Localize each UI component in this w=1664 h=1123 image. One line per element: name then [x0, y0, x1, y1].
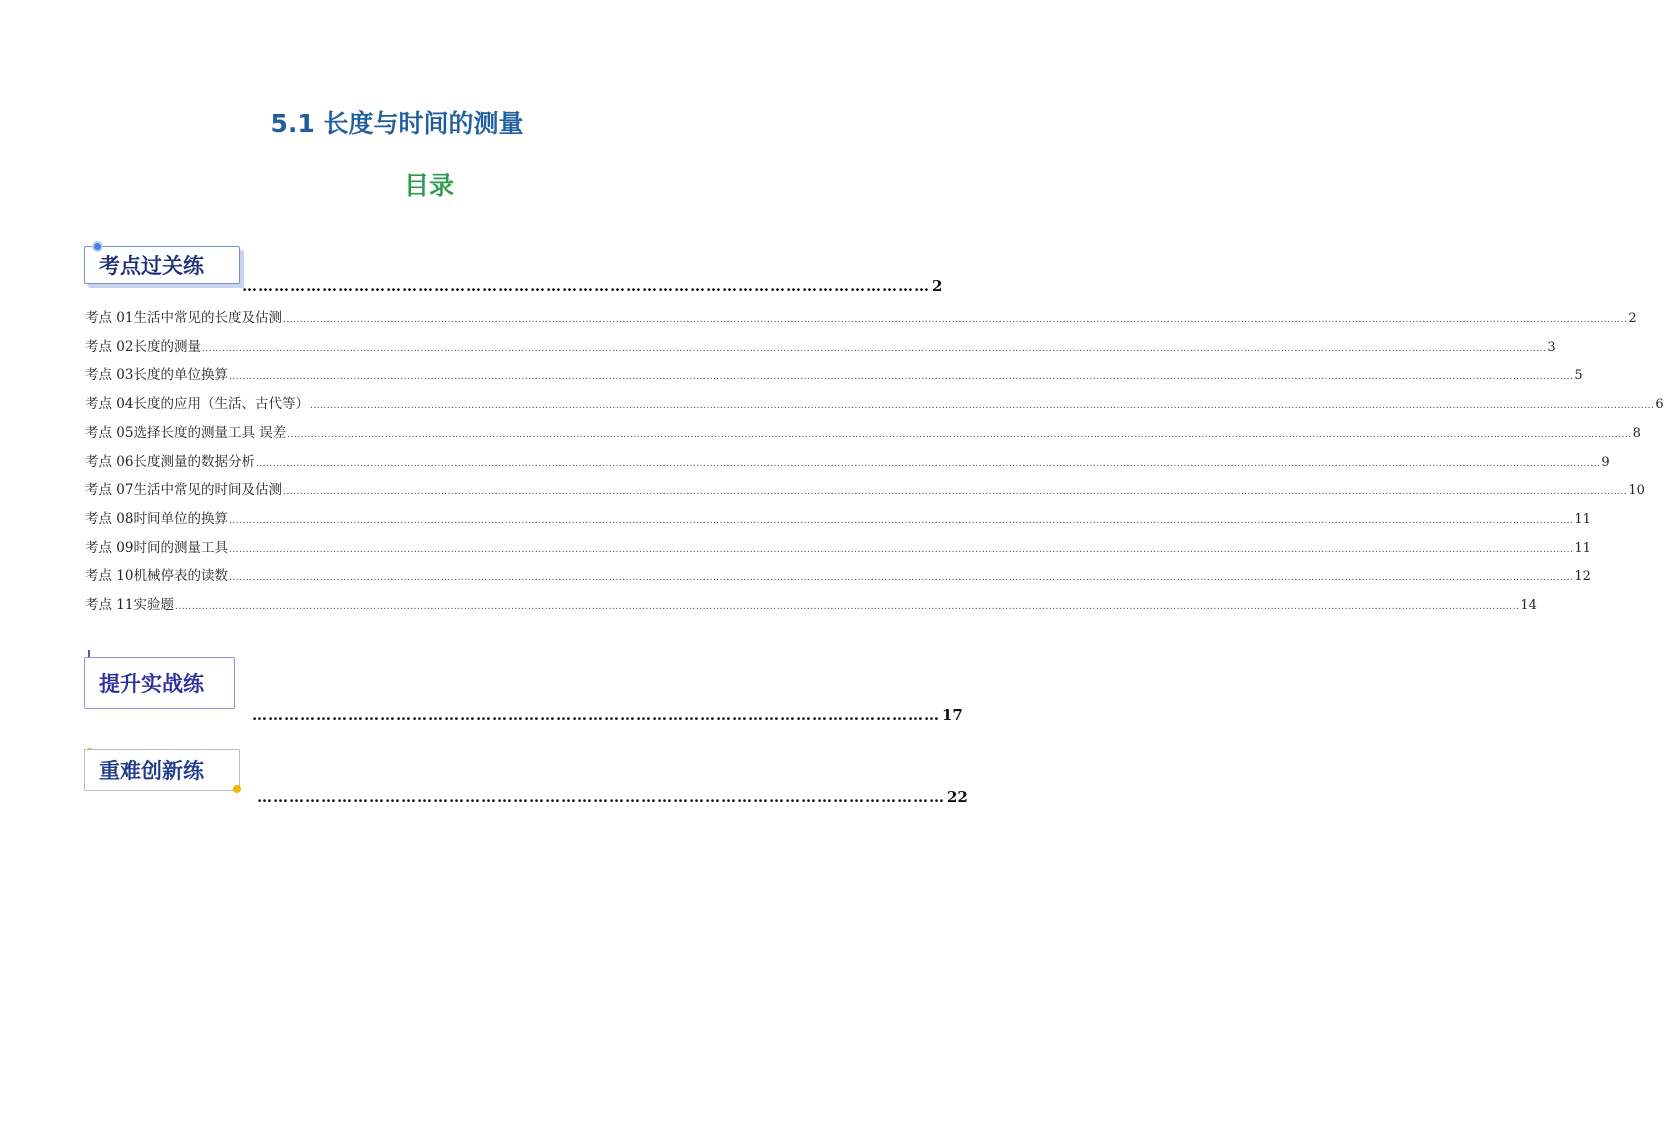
toc-page: 6: [1655, 397, 1664, 413]
section-badge-2[interactable]: [84, 657, 235, 709]
toc-heading: 目录: [403, 171, 454, 200]
leader-dots: ................................................................................................................................................................................................................................................................................................................................................................................................................: [201, 343, 1547, 354]
toc-page: 12: [1574, 569, 1591, 585]
toc-page: 8: [1632, 425, 1641, 441]
toc-name: 长度的单位换算: [133, 367, 228, 384]
toc-page: 3: [1547, 339, 1556, 355]
leader-dots: ................................................................................................................................................................................................................................................................................................................................................................................................................: [255, 458, 1601, 469]
toc-row[interactable]: [85, 478, 1645, 499]
toc-page: 2: [1628, 311, 1637, 326]
badge-dot-icon: [92, 241, 103, 252]
toc-page: 11: [1574, 540, 1591, 556]
toc-row[interactable]: [85, 392, 1664, 413]
toc-name: 长度的测量: [133, 338, 201, 355]
section-page: 17: [942, 706, 963, 724]
toc-row[interactable]: [85, 335, 1556, 355]
toc-name: 实验题: [133, 597, 174, 613]
toc-row[interactable]: [85, 421, 1641, 441]
leader-dots: ................................................................................................................................................................................................................................................................................................................................................................................................................: [287, 429, 1632, 440]
toc-code: 考点 10: [85, 568, 134, 585]
section-line-2: [252, 706, 963, 724]
section-page: 22: [947, 788, 968, 806]
toc-code: 考点 07: [85, 482, 134, 499]
toc-code: 考点 04: [85, 396, 134, 413]
toc-name: 生活中常见的时间及估测: [133, 482, 282, 499]
toc-name: 长度测量的数据分析: [133, 453, 255, 470]
leader-dots: …………………………………………………………………………………………………………………: [242, 277, 930, 295]
toc-row[interactable]: [85, 564, 1591, 585]
toc-page: 5: [1574, 368, 1583, 384]
document-title: 5.1 长度与时间的测量: [270, 109, 524, 138]
section-badge-3[interactable]: [84, 749, 240, 791]
leader-dots: ................................................................................................................................................................................................................................................................................................................................................................................................................: [228, 372, 1574, 383]
leader-dots: ................................................................................................................................................................................................................................................................................................................................................................................................................: [282, 315, 1628, 325]
leader-dots: ................................................................................................................................................................................................................................................................................................................................................................................................................: [282, 487, 1628, 498]
toc-page: 14: [1520, 598, 1537, 613]
toc-row[interactable]: [85, 593, 1537, 613]
toc-code: 考点 03: [85, 367, 134, 384]
toc-row[interactable]: [85, 363, 1583, 384]
toc-row[interactable]: [85, 306, 1637, 326]
toc-code: 考点 08: [85, 510, 134, 527]
toc-code: 考点 01: [85, 310, 134, 326]
toc-page: 11: [1574, 511, 1591, 527]
toc-page: 10: [1628, 483, 1645, 499]
toc-code: 考点 06: [85, 453, 134, 470]
toc-name: 选择长度的测量工具 误差: [133, 424, 287, 441]
leader-dots: …………………………………………………………………………………………………………………: [252, 706, 940, 724]
toc-code: 考点 11: [85, 597, 134, 613]
toc-name: 时间的测量工具: [133, 539, 228, 556]
section-badge-label: 考点过关练: [99, 254, 204, 278]
leader-dots: ................................................................................................................................................................................................................................................................................................................................................................................................................: [309, 401, 1655, 412]
toc-name: 时间单位的换算: [133, 510, 228, 527]
toc-page: 9: [1601, 454, 1610, 470]
toc-name: 生活中常见的长度及估测: [133, 310, 282, 326]
toc-code: 考点 02: [85, 338, 134, 355]
corner-dot-icon: [233, 785, 241, 793]
toc-row[interactable]: [85, 507, 1591, 527]
section-line-1: [242, 277, 943, 295]
section-page: 2: [932, 277, 943, 295]
section-line-3: [257, 788, 968, 806]
section-badge-label: 提升实战练: [99, 672, 204, 696]
leader-dots: ................................................................................................................................................................................................................................................................................................................................................................................................................: [228, 544, 1574, 555]
leader-dots: ................................................................................................................................................................................................................................................................................................................................................................................................................: [174, 602, 1520, 612]
toc-name: 长度的应用（生活、古代等）: [133, 396, 309, 413]
section-badge-1[interactable]: [84, 246, 240, 284]
leader-dots: …………………………………………………………………………………………………………………: [257, 788, 945, 806]
toc-code: 考点 05: [85, 424, 134, 441]
toc-row[interactable]: [85, 450, 1610, 470]
toc-row[interactable]: [85, 536, 1591, 556]
leader-dots: ................................................................................................................................................................................................................................................................................................................................................................................................................: [228, 573, 1574, 584]
toc-code: 考点 09: [85, 539, 134, 556]
section-badge-label: 重难创新练: [99, 759, 204, 783]
toc-name: 机械停表的读数: [133, 568, 228, 585]
leader-dots: ................................................................................................................................................................................................................................................................................................................................................................................................................: [228, 515, 1574, 526]
